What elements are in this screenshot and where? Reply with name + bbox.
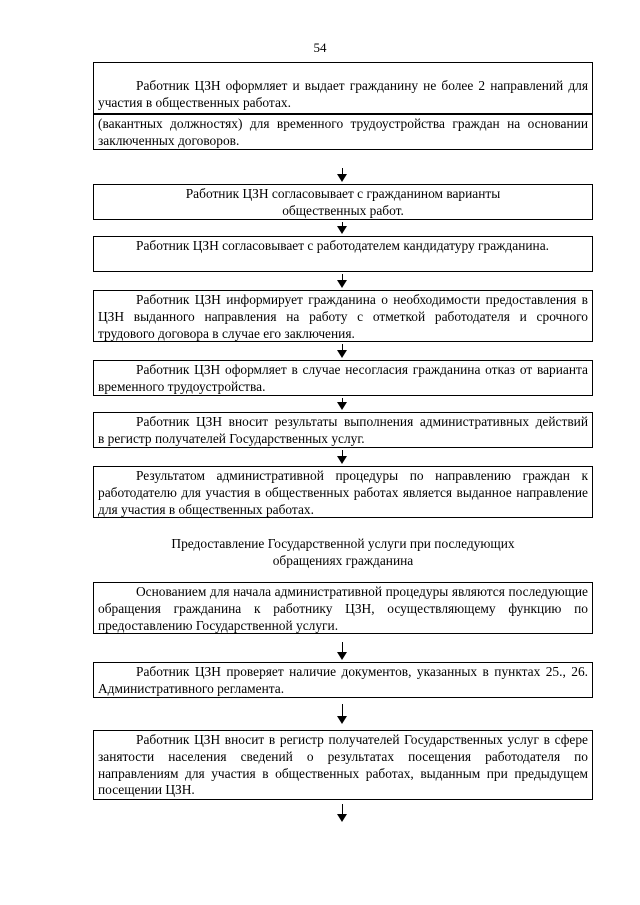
flow-arrow <box>337 398 349 410</box>
flow-step-register-results <box>93 412 605 448</box>
flow-step-text: Работник ЦЗН проверяет наличие документов, указанных в пунктах 25., 26. Административного регламента. <box>98 664 588 696</box>
flow-step-check-documents <box>93 662 593 698</box>
flow-step-repeat-basis <box>93 582 593 634</box>
flow-step-inform-citizen <box>93 290 593 342</box>
flow-arrow <box>337 344 349 358</box>
flow-arrow <box>337 168 349 182</box>
flow-step-text: Работник ЦЗН вносит в регистр получателей Государственных услуг в сфере занятости населения сведений о результатах посещения работодателя по направлениям для участия в общественных работах, выданным при предыдущем посещении ЦЗН. <box>98 732 588 798</box>
page-number: 54 <box>313 40 327 55</box>
flow-step-text: Работник ЦЗН вносит результаты выполнения административных действий в регистр получателей Государственных услуг. <box>98 414 605 446</box>
flow-step-text: Работник ЦЗН оформляет в случае несогласия гражданина отказ от варианта временного трудоустройства. <box>98 362 588 394</box>
flow-step-text: (вакантных должностях) для временного трудоустройства граждан на основании заключенных договоров. <box>98 116 588 148</box>
flow-arrow <box>337 274 349 288</box>
flow-step-vacant-positions <box>93 114 593 150</box>
flow-step-refusal <box>93 360 593 396</box>
flow-step-agree-variants <box>93 184 593 220</box>
section-heading: Предоставление Государственной услуги при последующих обращениях гражданина <box>171 536 515 568</box>
flow-arrow <box>337 804 349 822</box>
flow-step-issue-referrals <box>93 62 593 114</box>
flow-arrow <box>337 450 349 464</box>
flow-step-text: Работник ЦЗН согласовывает с гражданином варианты общественных работ. <box>185 186 501 218</box>
flow-step-text: Работник ЦЗН информирует гражданина о необходимости предоставления в ЦЗН выданного направления на работу с отметкой работодателя и срочного трудового договора в случае его заключения. <box>98 292 588 341</box>
flow-step-text: Основанием для начала административной процедуры являются последующие обращения гражданина к работнику ЦЗН, осуществляющему функцию по предоставлению Государственной услуги. <box>98 584 588 633</box>
flow-step-text: Работник ЦЗН оформляет и выдает гражданину не более 2 направлений для участия в общественных работах. <box>98 78 588 110</box>
flow-step-text: Работник ЦЗН согласовывает с работодателем кандидатуру гражданина. <box>136 238 549 253</box>
flow-arrow <box>337 222 349 234</box>
flow-step-result <box>93 466 593 518</box>
flow-step-register-visit <box>93 730 593 800</box>
flow-arrow <box>337 642 349 660</box>
flow-step-text: Результатом административной процедуры по направлению граждан к работодателю для участия в общественных работах является выданное направление для участия в общественных работах. <box>98 468 588 517</box>
flow-arrow <box>337 704 349 724</box>
flow-step-agree-employer <box>93 236 593 272</box>
